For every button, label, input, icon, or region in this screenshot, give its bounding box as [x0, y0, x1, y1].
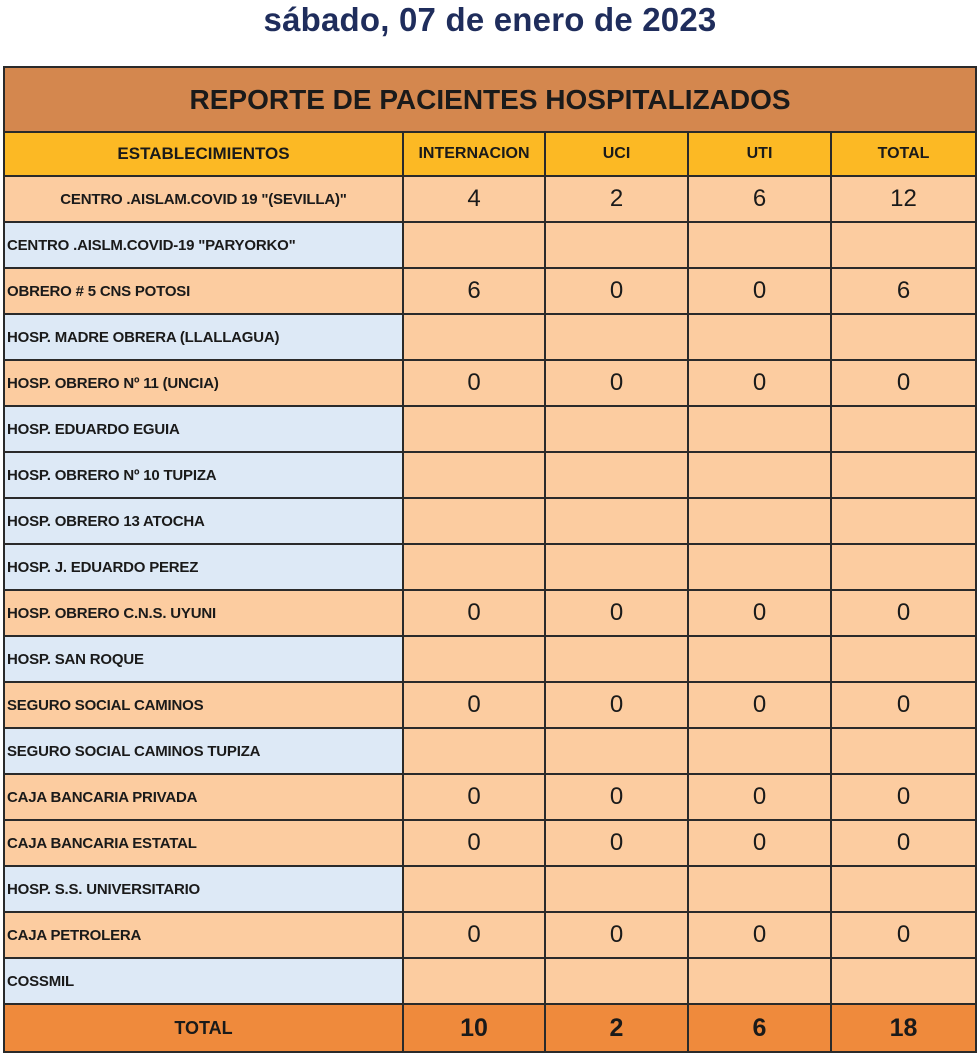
table-row — [4, 360, 976, 406]
cell-uti: 0 — [688, 682, 831, 728]
cell-uti — [688, 728, 831, 774]
cell-total — [831, 544, 976, 590]
establishment-name: HOSP. OBRERO C.N.S. UYUNI — [4, 590, 403, 636]
cell-internacion — [403, 222, 545, 268]
cell-uti: 0 — [688, 774, 831, 820]
table-title-row — [4, 67, 976, 132]
cell-uti — [688, 452, 831, 498]
cell-internacion — [403, 314, 545, 360]
cell-internacion: 0 — [403, 774, 545, 820]
table-row — [4, 820, 976, 866]
header-uti: UTI — [688, 132, 831, 176]
cell-internacion: 6 — [403, 268, 545, 314]
cell-uci — [545, 222, 688, 268]
establishment-name: CAJA BANCARIA ESTATAL — [4, 820, 403, 866]
header-establecimientos: ESTABLECIMIENTOS — [4, 132, 403, 176]
cell-total — [831, 314, 976, 360]
cell-internacion — [403, 406, 545, 452]
cell-uci: 0 — [545, 268, 688, 314]
table-row — [4, 176, 976, 222]
cell-uci — [545, 452, 688, 498]
header-internacion: INTERNACION — [403, 132, 545, 176]
cell-internacion: 0 — [403, 912, 545, 958]
cell-total — [831, 452, 976, 498]
cell-total: 0 — [831, 774, 976, 820]
header-total: TOTAL — [831, 132, 976, 176]
establishment-name: HOSP. OBRERO 13 ATOCHA — [4, 498, 403, 544]
cell-internacion — [403, 866, 545, 912]
cell-uci: 0 — [545, 774, 688, 820]
table-row — [4, 636, 976, 682]
establishment-name: HOSP. EDUARDO EGUIA — [4, 406, 403, 452]
cell-uti — [688, 406, 831, 452]
table-row — [4, 728, 976, 774]
report-date: sábado, 07 de enero de 2023 — [263, 1, 717, 38]
cell-total — [831, 222, 976, 268]
cell-uci: 2 — [545, 176, 688, 222]
cell-internacion: 4 — [403, 176, 545, 222]
establishment-name: CAJA BANCARIA PRIVADA — [4, 774, 403, 820]
cell-uci — [545, 636, 688, 682]
cell-internacion — [403, 636, 545, 682]
cell-uci — [545, 498, 688, 544]
table-row — [4, 314, 976, 360]
table-row — [4, 452, 976, 498]
cell-total: 0 — [831, 360, 976, 406]
cell-uci — [545, 866, 688, 912]
cell-uti: 0 — [688, 268, 831, 314]
table-row — [4, 268, 976, 314]
cell-uci — [545, 544, 688, 590]
table-row — [4, 958, 976, 1004]
establishment-name: HOSP. OBRERO Nº 11 (UNCIA) — [4, 360, 403, 406]
table-row — [4, 682, 976, 728]
cell-uci — [545, 728, 688, 774]
cell-uti — [688, 314, 831, 360]
table-row — [4, 590, 976, 636]
cell-uti — [688, 222, 831, 268]
cell-total — [831, 958, 976, 1004]
establishment-name: CENTRO .AISLM.COVID-19 "PARYORKO" — [4, 222, 403, 268]
cell-uci: 0 — [545, 912, 688, 958]
cell-total — [831, 728, 976, 774]
establishment-name: HOSP. J. EDUARDO PEREZ — [4, 544, 403, 590]
cell-total: 0 — [831, 590, 976, 636]
establishment-name: CAJA PETROLERA — [4, 912, 403, 958]
establishment-name: SEGURO SOCIAL CAMINOS — [4, 682, 403, 728]
cell-uci: 0 — [545, 590, 688, 636]
cell-uti — [688, 958, 831, 1004]
totals-total: 18 — [831, 1004, 976, 1052]
cell-total: 0 — [831, 682, 976, 728]
totals-internacion: 10 — [403, 1004, 545, 1052]
cell-total: 12 — [831, 176, 976, 222]
cell-uci: 0 — [545, 682, 688, 728]
establishment-name: HOSP. S.S. UNIVERSITARIO — [4, 866, 403, 912]
establishment-name: COSSMIL — [4, 958, 403, 1004]
establishment-name: SEGURO SOCIAL CAMINOS TUPIZA — [4, 728, 403, 774]
cell-uti: 0 — [688, 820, 831, 866]
establishment-name: OBRERO # 5 CNS POTOSI — [4, 268, 403, 314]
cell-internacion — [403, 728, 545, 774]
establishment-name: HOSP. SAN ROQUE — [4, 636, 403, 682]
cell-internacion — [403, 452, 545, 498]
cell-internacion: 0 — [403, 590, 545, 636]
table-row — [4, 544, 976, 590]
header-uci: UCI — [545, 132, 688, 176]
cell-total — [831, 636, 976, 682]
cell-internacion: 0 — [403, 820, 545, 866]
cell-uti — [688, 498, 831, 544]
cell-internacion: 0 — [403, 682, 545, 728]
table-row — [4, 406, 976, 452]
table-row — [4, 222, 976, 268]
cell-uci — [545, 958, 688, 1004]
cell-total: 0 — [831, 912, 976, 958]
report-title: REPORTE DE PACIENTES HOSPITALIZADOS — [4, 67, 976, 132]
cell-uci: 0 — [545, 360, 688, 406]
cell-total: 0 — [831, 820, 976, 866]
cell-uti — [688, 636, 831, 682]
cell-total — [831, 866, 976, 912]
table-row — [4, 912, 976, 958]
cell-uci: 0 — [545, 820, 688, 866]
cell-uti: 0 — [688, 912, 831, 958]
cell-uci — [545, 314, 688, 360]
cell-internacion — [403, 544, 545, 590]
cell-uti — [688, 866, 831, 912]
cell-uti: 6 — [688, 176, 831, 222]
hospitalized-patients-table — [3, 66, 977, 1053]
table-body — [4, 176, 976, 1004]
cell-uci — [545, 406, 688, 452]
totals-uti: 6 — [688, 1004, 831, 1052]
establishment-name: CENTRO .AISLAM.COVID 19 "(SEVILLA)" — [4, 176, 403, 222]
cell-internacion: 0 — [403, 360, 545, 406]
cell-total — [831, 406, 976, 452]
table-row — [4, 774, 976, 820]
table-row — [4, 498, 976, 544]
totals-label: TOTAL — [4, 1004, 403, 1052]
cell-uti — [688, 544, 831, 590]
cell-total: 6 — [831, 268, 976, 314]
establishment-name: HOSP. OBRERO Nº 10 TUPIZA — [4, 452, 403, 498]
totals-uci: 2 — [545, 1004, 688, 1052]
totals-row — [4, 1004, 976, 1052]
table-row — [4, 866, 976, 912]
establishment-name: HOSP. MADRE OBRERA (LLALLAGUA) — [4, 314, 403, 360]
cell-uti: 0 — [688, 590, 831, 636]
cell-uti: 0 — [688, 360, 831, 406]
cell-internacion — [403, 958, 545, 1004]
cell-internacion — [403, 498, 545, 544]
cell-total — [831, 498, 976, 544]
column-header-row — [4, 132, 976, 176]
